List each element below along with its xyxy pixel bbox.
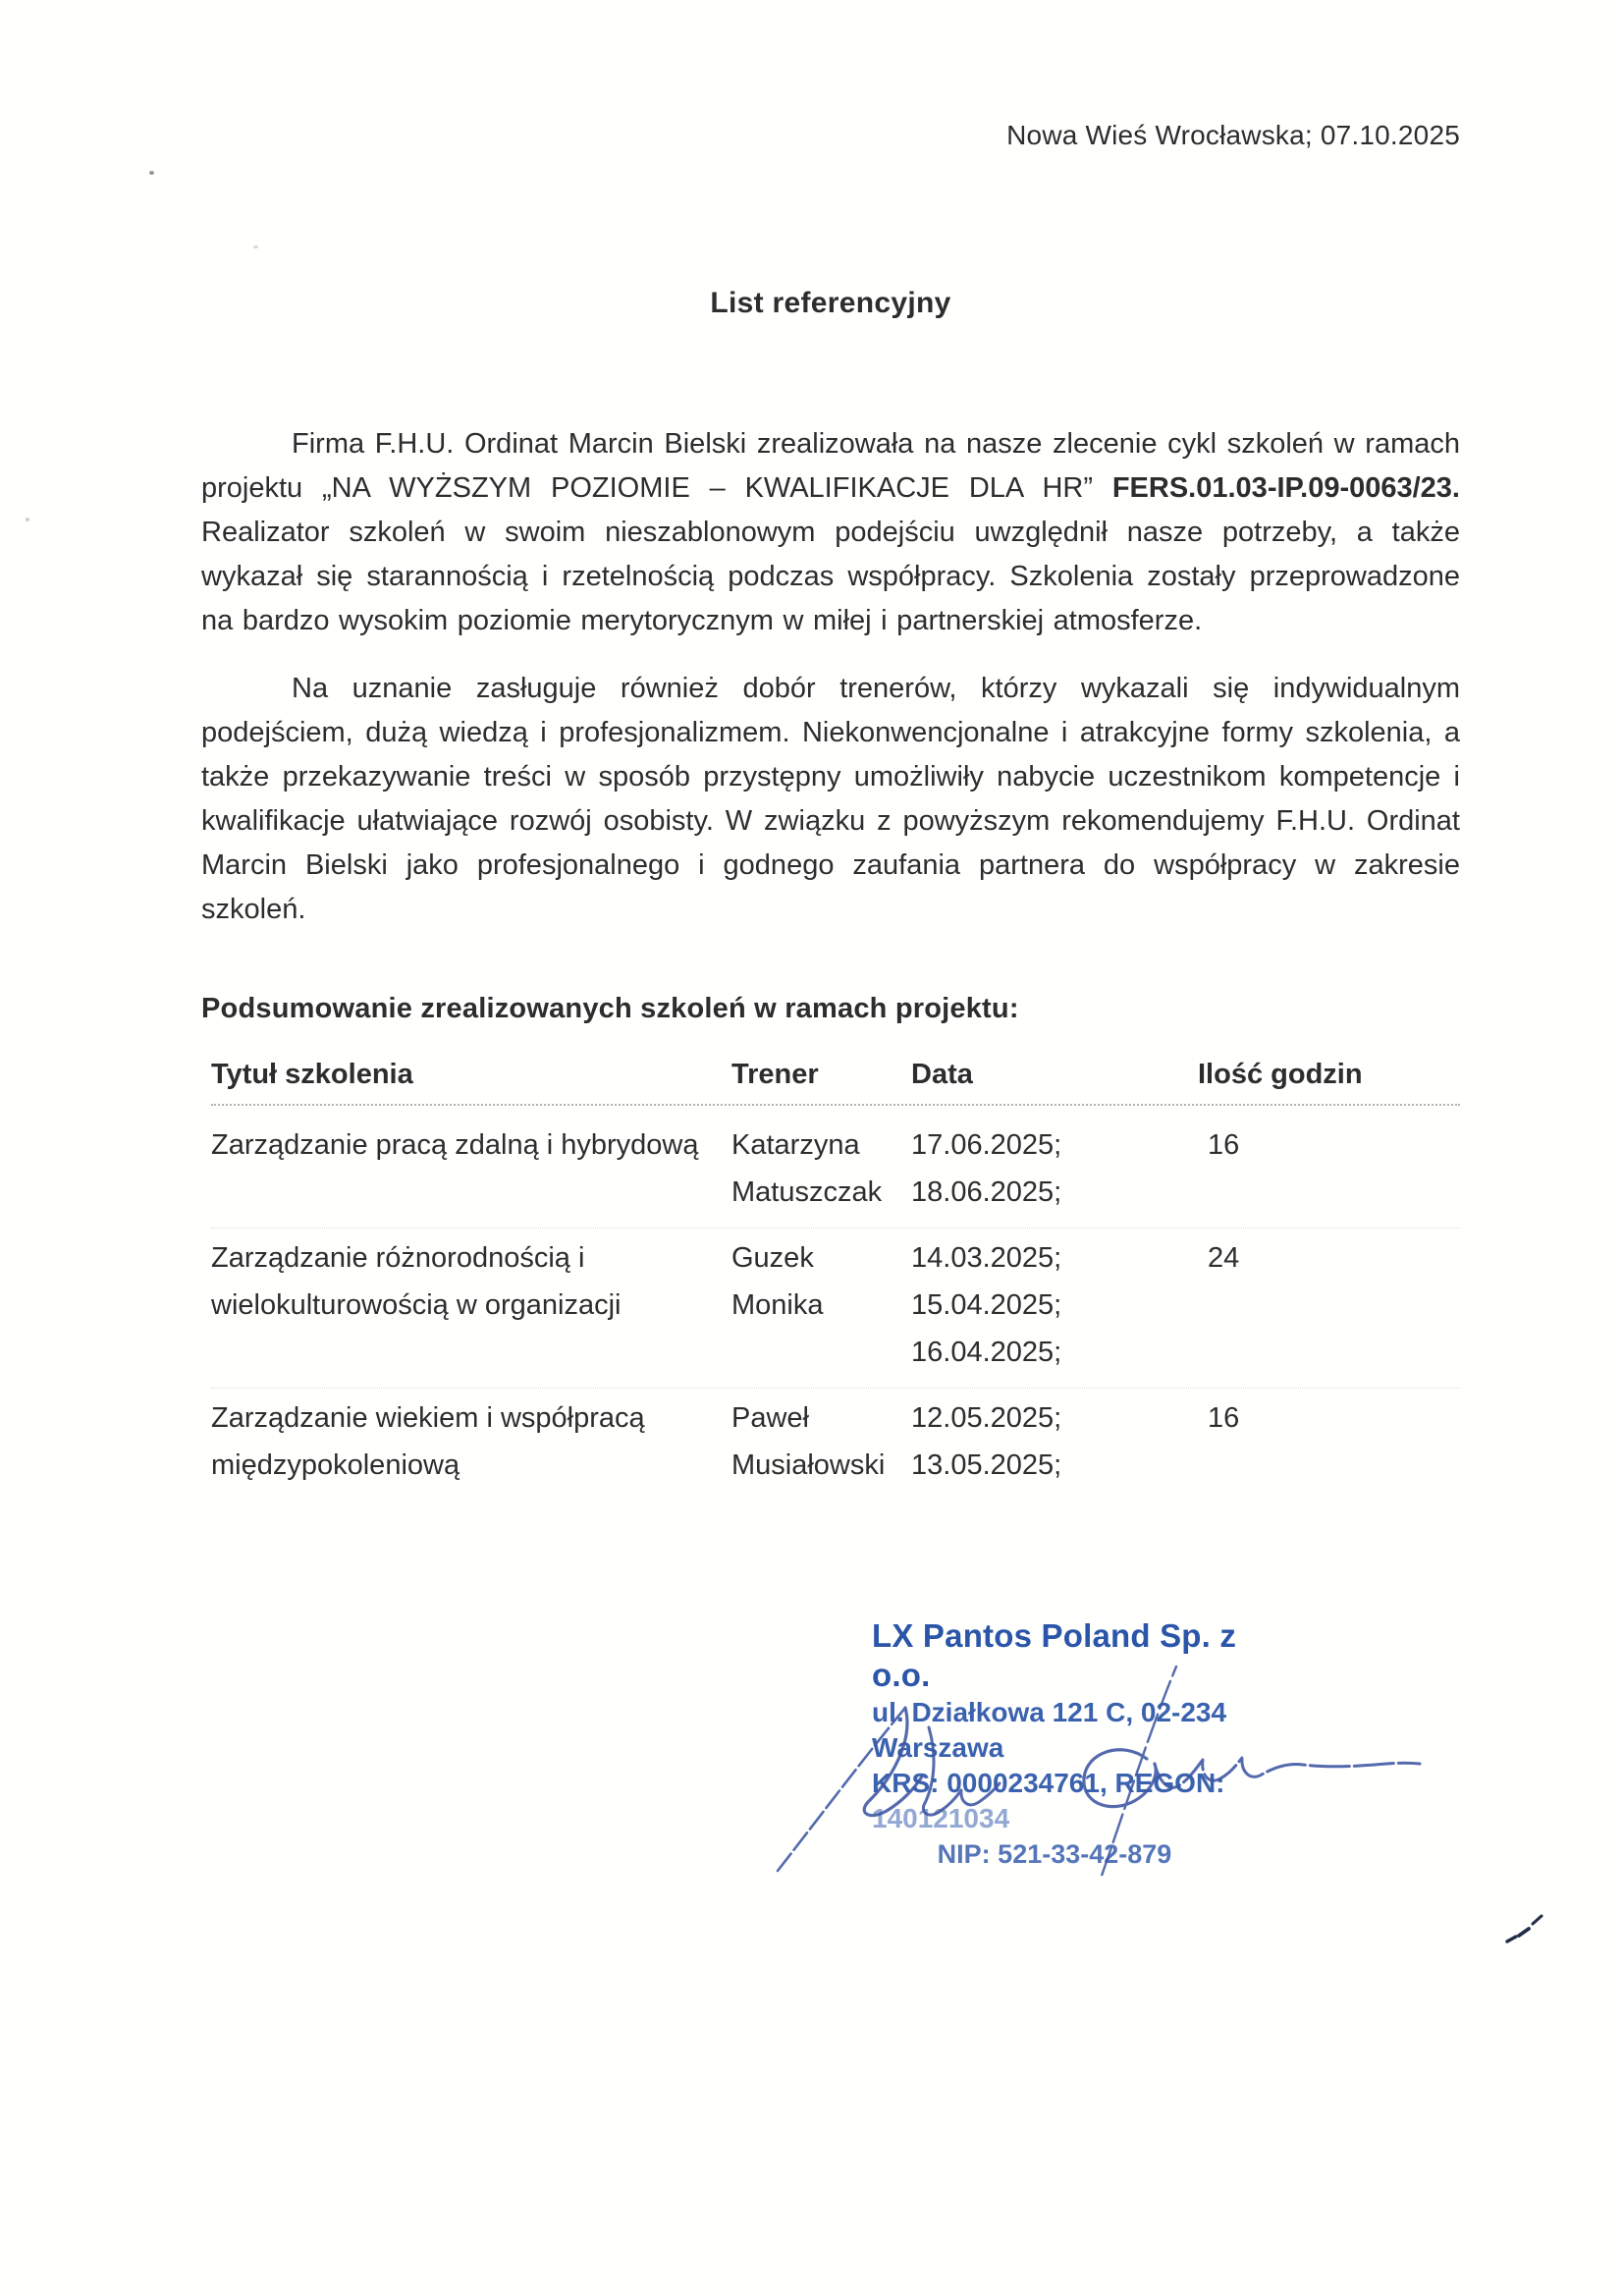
paragraph-intro-text-b: Realizator szkoleń w swoim nieszablonowym podejściu uwzględnił nasze potrzeby, a także wykazał się starannością i rzetelnością podczas współpracy. Szkolenia zostały przeprowadzone na bardzo wysokim poziomie merytorycznym w miłej i partnerskiej atmosferze. [201, 517, 1460, 636]
training-date: 13.05.2025; [911, 1449, 1062, 1481]
training-title: Zarządzanie pracą zdalną i hybrydową [211, 1129, 699, 1161]
scan-speck [149, 171, 154, 175]
table-row [211, 1116, 1460, 1228]
training-date: 12.05.2025; [911, 1402, 1062, 1434]
handwritten-signature [756, 1665, 1443, 1876]
training-date: 17.06.2025; [911, 1129, 1062, 1161]
training-date: 18.06.2025; [911, 1176, 1062, 1208]
paragraph-recommendation: Na uznanie zasługuje również dobór trenerów, którzy wykazali się indywidualnym podejściem, dużą wiedzą i profesjonalizmem. Niekonwencjonalne i atrakcyjne formy szkolenia, a także przekazywanie treści w sposób przystępny umożliwiły nabycie uczestnikom kompetencje i kwalifikacje ułatwiające rozwój osobisty. W związku z powyższym rekomendujemy F.H.U. Ordinat Marcin Bielski jako profesjonalnego i godnego zaufania partnera do współpracy w zakresie szkoleń. [201, 673, 1460, 925]
col-header-hours: Ilość godzin [1198, 1059, 1363, 1090]
stamp-nip: NIP: 521-33-42-879 [937, 1839, 1172, 1869]
col-header-title: Tytuł szkolenia [211, 1059, 413, 1090]
training-dates [911, 1394, 1198, 1489]
table-row [211, 1388, 1460, 1501]
scan-speck [26, 518, 29, 521]
stamp-company-name: LX Pantos Poland Sp. z o.o. [872, 1617, 1237, 1693]
training-title: Zarządzanie wiekiem i współpracą międzypokoleniową [211, 1402, 645, 1481]
col-header-date: Data [911, 1059, 973, 1090]
trainings-table [211, 1057, 1460, 1501]
page-title: List referencyjny [710, 287, 951, 319]
col-header-trainer: Trener [731, 1059, 819, 1090]
paragraph-intro [201, 422, 1460, 643]
trainer-name-text: Katarzyna Matuszczak [731, 1129, 883, 1208]
stamp-krs-regon-label: KRS: 0000234761, REGON: [872, 1768, 1225, 1798]
trainer-name [731, 1394, 911, 1489]
summary-heading: Podsumowanie zrealizowanych szkoleń w ramach projektu: [201, 993, 1019, 1024]
training-hours: 16 [1208, 1402, 1240, 1434]
training-title: Zarządzanie różnorodnością i wielokulturowością w organizacji [211, 1242, 622, 1321]
training-date: 14.03.2025; [911, 1242, 1062, 1274]
training-dates [911, 1234, 1198, 1376]
ink-mark [1500, 1901, 1559, 1950]
training-hours: 24 [1208, 1242, 1240, 1274]
trainer-name [731, 1234, 911, 1376]
training-date: 16.04.2025; [911, 1337, 1062, 1368]
place-date-line: Nowa Wieś Wrocławska; 07.10.2025 [1006, 120, 1460, 150]
trainer-name-text: Paweł Musiałowski [731, 1402, 886, 1481]
training-hours: 16 [1208, 1129, 1240, 1161]
stamp-address: ul. Działkowa 121 C, 02-234 Warszawa [872, 1697, 1227, 1763]
table-header-row [211, 1057, 1460, 1106]
paragraph-intro-text-a: Firma F.H.U. Ordinat Marcin Bielski zrealizowała na nasze zlecenie cykl szkoleń w ramach projektu „NA WYŻSZYM POZIOMIE – KWALIFIKACJE DLA HR” [201, 428, 1460, 504]
training-date: 15.04.2025; [911, 1289, 1062, 1321]
stamp-regon-value: 140121034 [872, 1803, 1010, 1833]
training-dates [911, 1121, 1198, 1216]
trainer-name [731, 1121, 911, 1216]
table-row [211, 1228, 1460, 1388]
project-number: FERS.01.03-IP.09-0063/23. [1111, 472, 1460, 504]
table-body [211, 1106, 1460, 1501]
scan-speck [253, 246, 258, 248]
trainer-name-text: Guzek Monika [731, 1242, 824, 1321]
